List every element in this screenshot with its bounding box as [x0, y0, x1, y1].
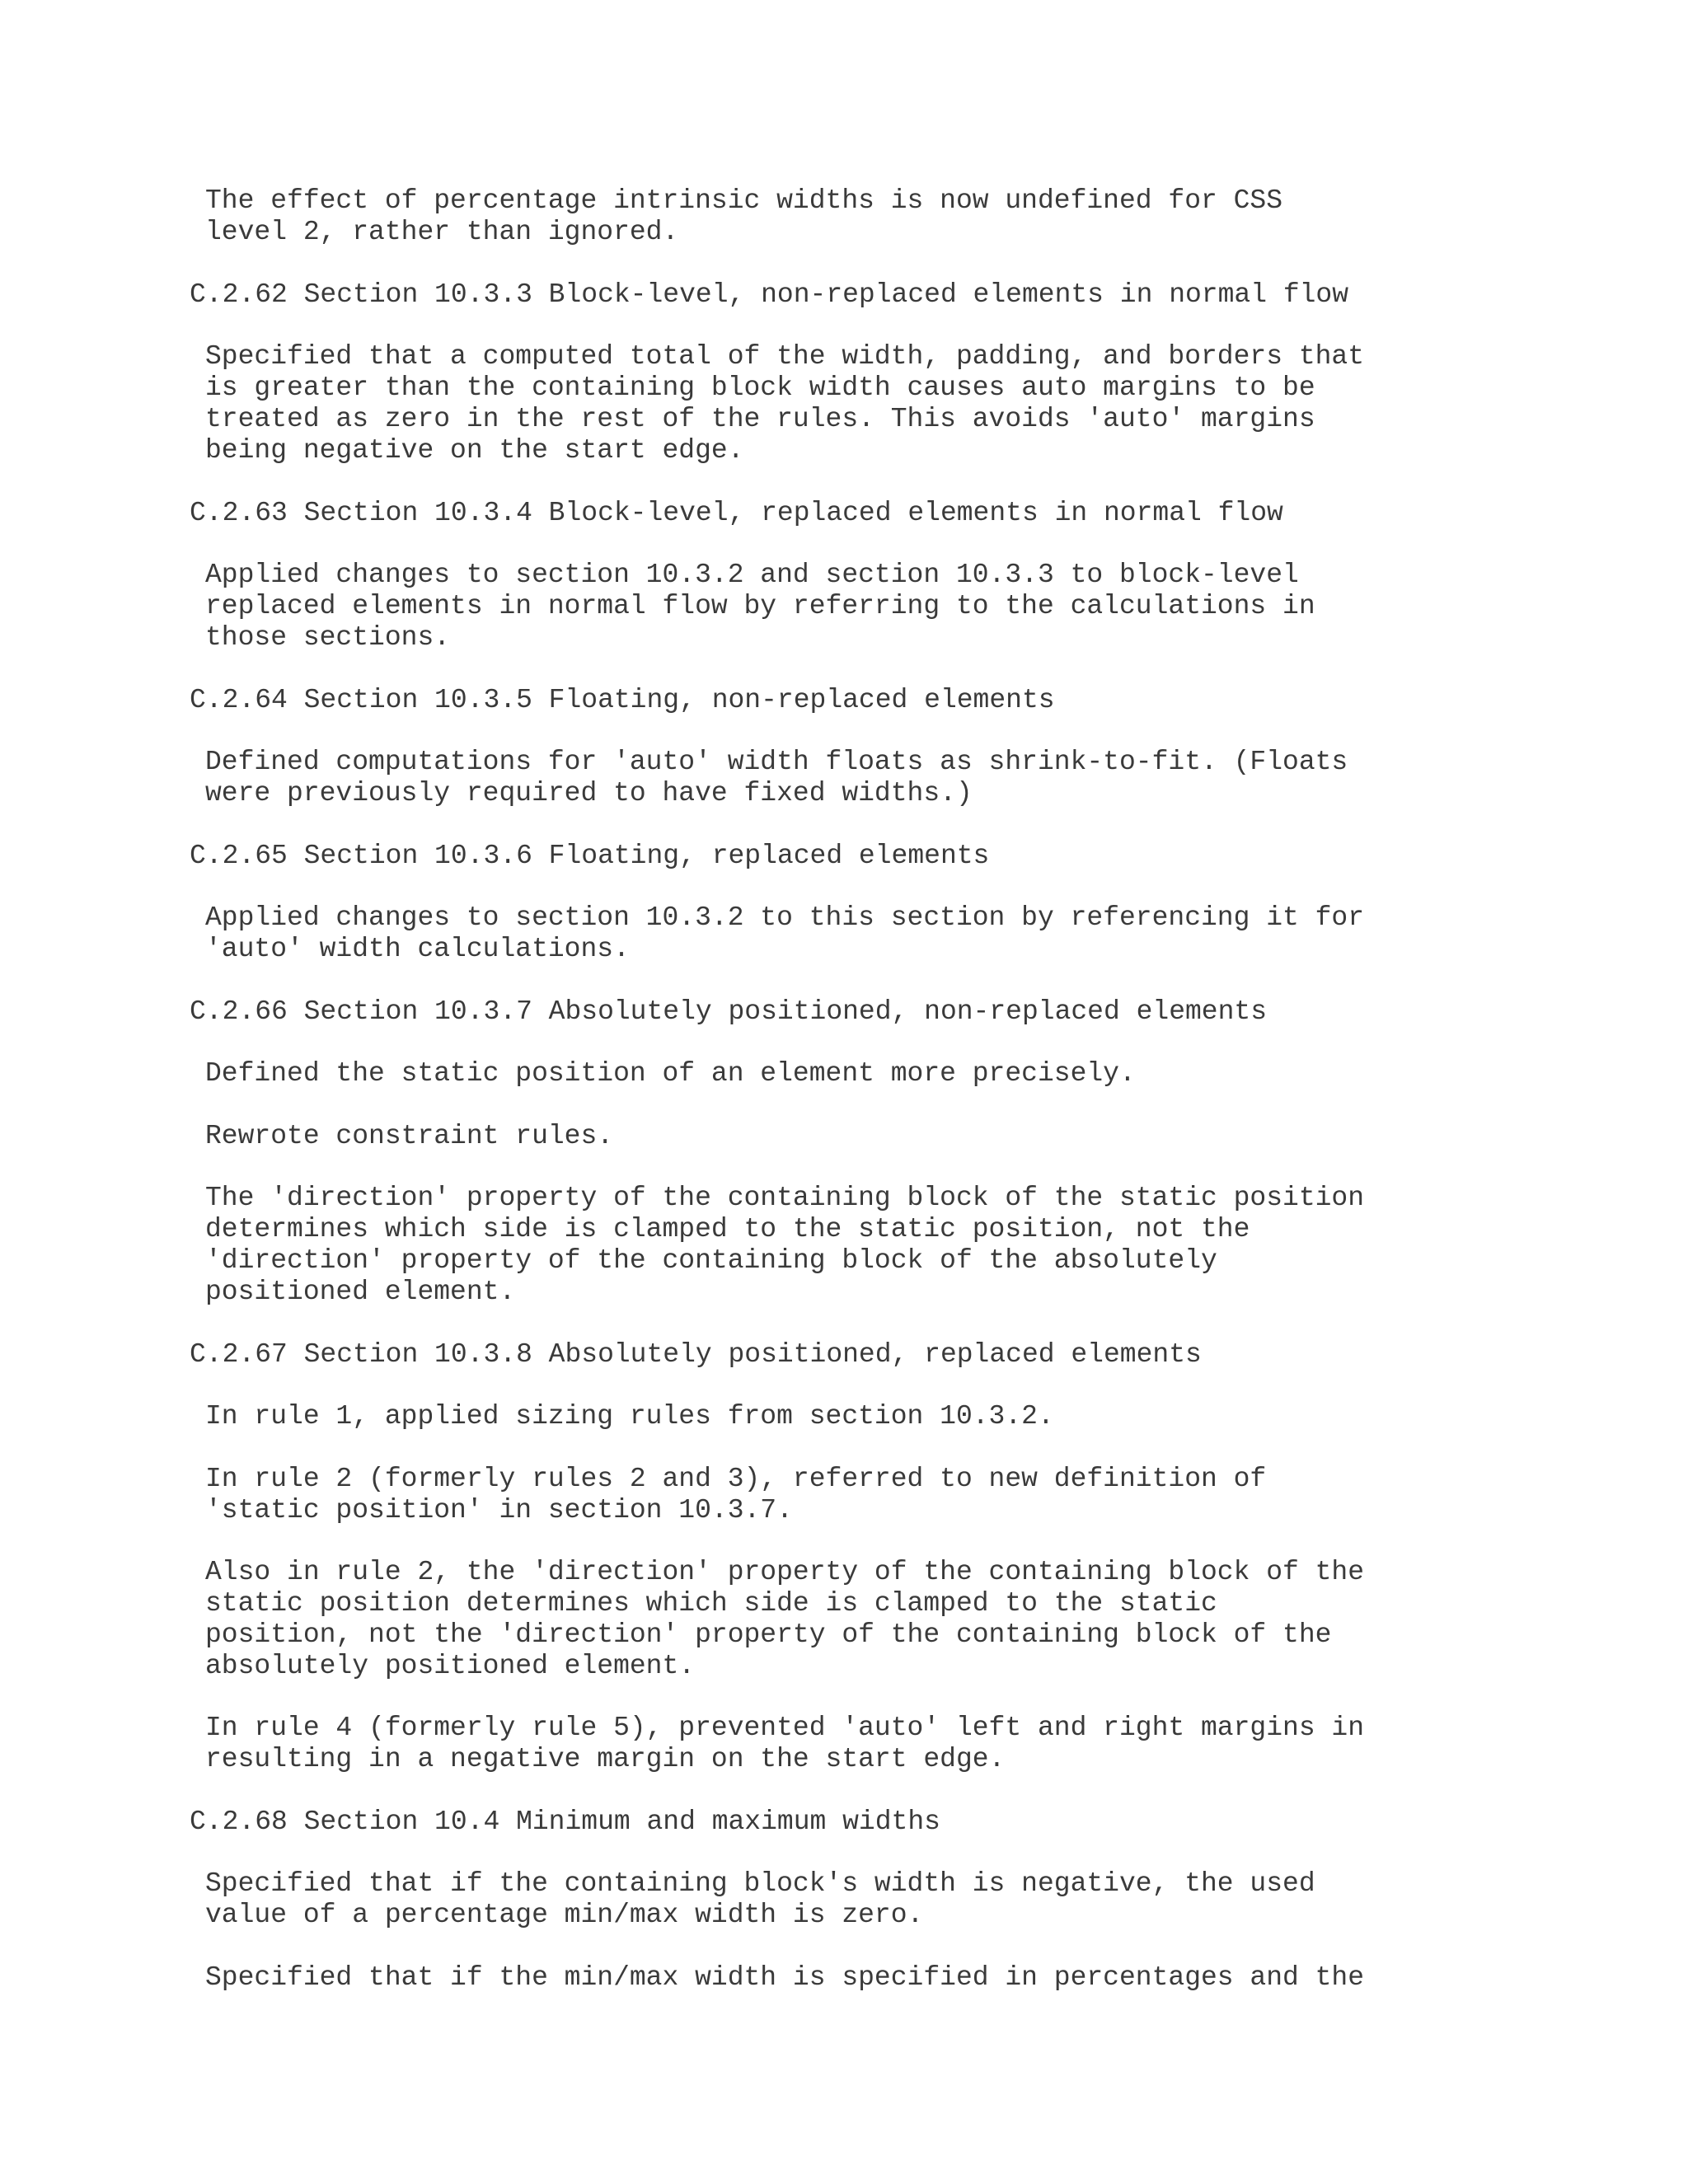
paragraph-line: treated as zero in the rest of the rules. This avoids 'auto' margins	[205, 404, 1315, 434]
paragraph-line: absolutely positioned element.	[205, 1651, 696, 1681]
paragraph-line: 'auto' width calculations.	[205, 934, 630, 964]
paragraph-line: Specified that a computed total of the width, padding, and borders that	[205, 341, 1365, 372]
paragraph-line: position, not the 'direction' property of the containing block of the	[205, 1619, 1332, 1650]
paragraph-line: replaced elements in normal flow by referring to the calculations in	[205, 591, 1315, 621]
paragraph-line: Specified that if the containing block's width is negative, the used	[205, 1868, 1315, 1899]
section-heading-c2-67: C.2.67 Section 10.3.8 Absolutely positioned, replaced elements	[190, 1339, 1202, 1370]
section-heading-c2-63: C.2.63 Section 10.3.4 Block-level, replaced elements in normal flow	[190, 498, 1283, 528]
section-heading-c2-64: C.2.64 Section 10.3.5 Floating, non-replaced elements	[190, 685, 1055, 715]
paragraph-line: Defined the static position of an element more precisely.	[205, 1058, 1136, 1089]
paragraph-line: In rule 2 (formerly rules 2 and 3), referred to new definition of	[205, 1464, 1267, 1494]
paragraph-line: is greater than the containing block width causes auto margins to be	[205, 373, 1315, 403]
section-heading-c2-62: C.2.62 Section 10.3.3 Block-level, non-replaced elements in normal flow	[190, 279, 1349, 310]
paragraph-line: those sections.	[205, 622, 451, 653]
paragraph-line: being negative on the start edge.	[205, 435, 744, 466]
paragraph-line: Specified that if the min/max width is specified in percentages and the	[205, 1962, 1365, 1993]
paragraph-line: In rule 1, applied sizing rules from section 10.3.2.	[205, 1401, 1054, 1432]
paragraph-line: Applied changes to section 10.3.2 to this section by referencing it for	[205, 902, 1365, 933]
paragraph-line: Defined computations for 'auto' width floats as shrink-to-fit. (Floats	[205, 747, 1348, 777]
paragraph-line: In rule 4 (formerly rule 5), prevented 'auto' left and right margins in	[205, 1713, 1365, 1743]
paragraph-line: Rewrote constraint rules.	[205, 1121, 614, 1151]
section-heading-c2-65: C.2.65 Section 10.3.6 Floating, replaced elements	[190, 841, 990, 871]
paragraph-line: value of a percentage min/max width is zero.	[205, 1900, 924, 1930]
paragraph-line: resulting in a negative margin on the start edge.	[205, 1744, 1006, 1774]
paragraph-line: static position determines which side is clamped to the static	[205, 1588, 1217, 1619]
paragraph-line: level 2, rather than ignored.	[205, 217, 679, 247]
paragraph-line: 'direction' property of the containing block of the absolutely	[205, 1245, 1217, 1276]
section-heading-c2-68: C.2.68 Section 10.4 Minimum and maximum widths	[190, 1807, 940, 1837]
paragraph-line: were previously required to have fixed widths.)	[205, 778, 973, 808]
section-heading-c2-66: C.2.66 Section 10.3.7 Absolutely positioned, non-replaced elements	[190, 996, 1268, 1027]
paragraph-line: Also in rule 2, the 'direction' property of the containing block of the	[205, 1557, 1365, 1587]
paragraph-line: determines which side is clamped to the static position, not the	[205, 1214, 1250, 1244]
paragraph-line: positioned element.	[205, 1277, 516, 1307]
paragraph-line: 'static position' in section 10.3.7.	[205, 1495, 793, 1526]
paragraph-line: The 'direction' property of the containing block of the static position	[205, 1183, 1365, 1213]
paragraph-line: Applied changes to section 10.3.2 and section 10.3.3 to block-level	[205, 560, 1299, 590]
paragraph-line: The effect of percentage intrinsic widths is now undefined for CSS	[205, 185, 1283, 216]
